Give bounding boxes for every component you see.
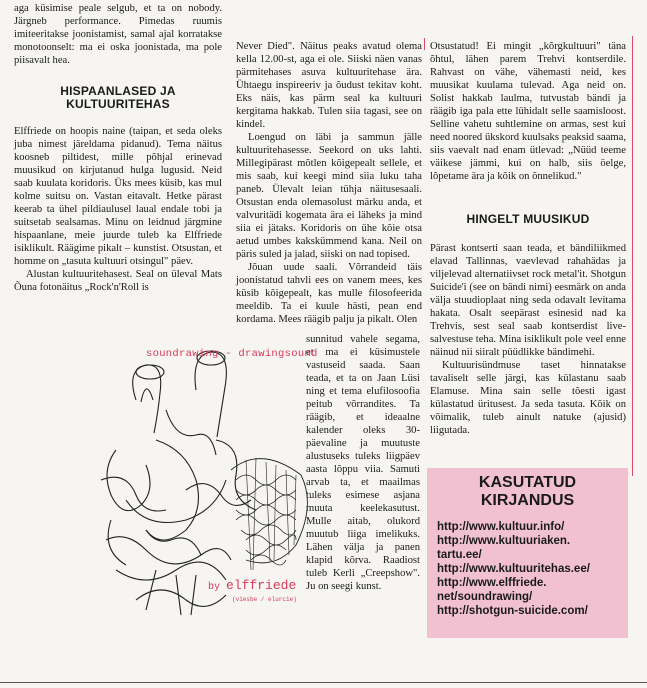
sources-title-line1: KASUTATUD — [478, 474, 577, 491]
column-left — [14, 2, 222, 294]
source-link[interactable]: http://www.kultuur.info/ — [437, 521, 565, 533]
sources-title-line2: KIRJANDUS — [480, 492, 575, 509]
sources-links — [437, 520, 628, 618]
paragraph: Elffriede on hoopis naine (taipan, et seda oleks juba nimest järeldama pidanud). Tema näitus koosneb piltidest, mille põhjal erinevad muusikud on kirjutanud hulga lugusid. Neid saab kuulata koridoris. Üks mees küsib, kas mul kolme suitsu on. Vastan eitavalt. Hetke pärast keerab ta ühel pildiaulusel laual endale tobi ja suitsetab sealsamas. Minu on leidnud järgmine hispaanlane, meie juurde tuleb ka Elffriede isiklikult. Räägime pikalt – kunstist. Otsustan, et homme on „tasuta kultuuri otsingul" päev. — [14, 126, 222, 267]
paragraph: aga küsimise peale selgub, et ta on nobody. Järgneb performance. Pimedas ruumis imiteeritakse joonistamist, samal ajal korratakse monotoonselt: ma ei oska joonistada, ma pole piisavalt hea. — [14, 3, 222, 66]
source-link[interactable]: http://www.kultuuriaken. — [437, 535, 571, 547]
source-link[interactable]: tartu.ee/ — [437, 549, 482, 561]
paragraph: Otsustatud! Ei mingit „kõrgkultuuri" täna õhtul, lähen parem Trehvi kontserdile. Rahvast on vähe, vähemasti neid, kes muusikat kuulama tulevad. Aga neid on. Solist hakkab laulma, tutvustab bändi ja räägib iga pala ette lühidalt selle saamisloost. Selline vahetu suhtlemine on armas, sest kui need noored ükskord kuulsaks peaksid saama, siis vaevalt nad enam ütlevad: „Nüüd teeme väikese jämmi, kui on halb, siis öelge, lõpetame ära ja kõik on õnnelikud." — [430, 41, 626, 182]
by-label: by — [208, 582, 221, 593]
bottom-rule — [0, 682, 647, 683]
section-heading-hingelt-muusikud: HINGELT MUUSIKUD — [466, 212, 590, 226]
column-middle-wrap — [306, 333, 420, 593]
right-edge-rule — [632, 36, 633, 476]
paragraph: Never Died". Näitus peaks avatud olema kella 12.00-st, aga ei ole. Siiski näen vanas pärmitehases asuva kultuuritehase ära. Ühtaegu inspireeriv ja õudust tekitav koht. Eks näis, kas pärm seal ka kultuuri kergitama hakkab. Tulen siia tagasi, see on kindel. — [236, 41, 422, 130]
source-link[interactable]: http://www.elffriede. — [437, 577, 547, 589]
column-middle — [236, 40, 422, 326]
sources-box — [427, 468, 628, 638]
paragraph: Jõuan uude saali. Võrrandeid täis joonistatud tahvli ees on vanem mees, kes küsib kõigepealt, kas mulle filosofeerida meeldib. Ta ei kuule hästi, pean end kordama. Mees räägib palju ja pikalt. Olen — [236, 262, 422, 325]
paragraph: Pärast kontserti saan teada, et bändiliikmed elavad Tallinnas, vaevlevad rahahädas ja viljelevad alternatiivset rock metal'it. Shotgun Suicide'i (see on bändi nimi) eesmärk on anda välja stuudioplaat ning seda odavalt levitama hakata. Osalt seepärast esinesid nad ka Trehvis, sest seal saab kontserdist live-salvestuse teha. Mina isiklikult pole veel enne näinud nii siiralt püüdlikke bändimehi. — [430, 243, 626, 358]
artist-subcaption: (viesbe / elurcie) — [232, 596, 297, 603]
illustration-caption: soundrawing - drawingsound — [146, 348, 318, 360]
paragraph: Kultuurisündmuse taset hinnatakse tavaliselt selle järgi, kas külastanu saab Elamuse. Mina sain selle tõesti igast külastatud üritusest. Ja seda tasuta. Kõik on võimalik, tuleb ainult natuke (ajusid) liigutada. — [430, 360, 626, 436]
column-right — [430, 40, 626, 437]
source-link[interactable]: net/soundrawing/ — [437, 591, 533, 603]
source-link[interactable]: http://www.kultuuritehas.ee/ — [437, 563, 590, 575]
column-divider-accent — [424, 38, 425, 50]
source-link[interactable]: http://shotgun-suicide.com/ — [437, 605, 588, 617]
sources-title — [427, 474, 628, 510]
paragraph: Loengud on läbi ja sammun jälle kultuuritehasesse. Seekord on uks lahti. Millegipärast mõtlen kõigepealt sellele, et mis saab, kui keegi mind siia luku taha paneb. Ülevalt leian tühja näitusesaali. Otsustan enda olemasolust märku anda, et valvuritädi kogemata ära ei läheks ja mind siia ei jätaks. Koridoris on ühe kõie otsa aetud umbes kakskümmend kana. Neil on päris suled ja jalad, siiski on nad topised. — [236, 132, 422, 260]
illustration-artist — [208, 578, 296, 593]
section-heading-hispaanlased: HISPAANLASED JA KULTUURITEHAS — [60, 84, 176, 111]
paragraph: Alustan kultuuritehasest. Seal on üleval Mats Õuna fotonäitus „Rock'n'Roll is — [14, 269, 222, 293]
artist-name: elffriede — [226, 578, 297, 593]
paragraph: sunnitud vahele segama, et ma ei küsimustele vastuseid saada. Saan teada, et ta on Jaan Lüsi ning et tema elufilosoofia peitub võrrandites. Ta räägib, et ideaalne kalender oleks 30-päevaline ja muutuste alustuseks tuleks liigpäev aasta lõppu viia. Samuti arvab ta, et maailmas tuleks esimese asjana muuta keelekasutust. Mulle aitab, olukord muutub liiga imelikuks. Lähen välja ja panen klapid kõrva. Raadiost tuleb Kerli „Creepshow". Ju on seegi kunst. — [306, 334, 420, 592]
illustration-drawing — [96, 340, 322, 640]
